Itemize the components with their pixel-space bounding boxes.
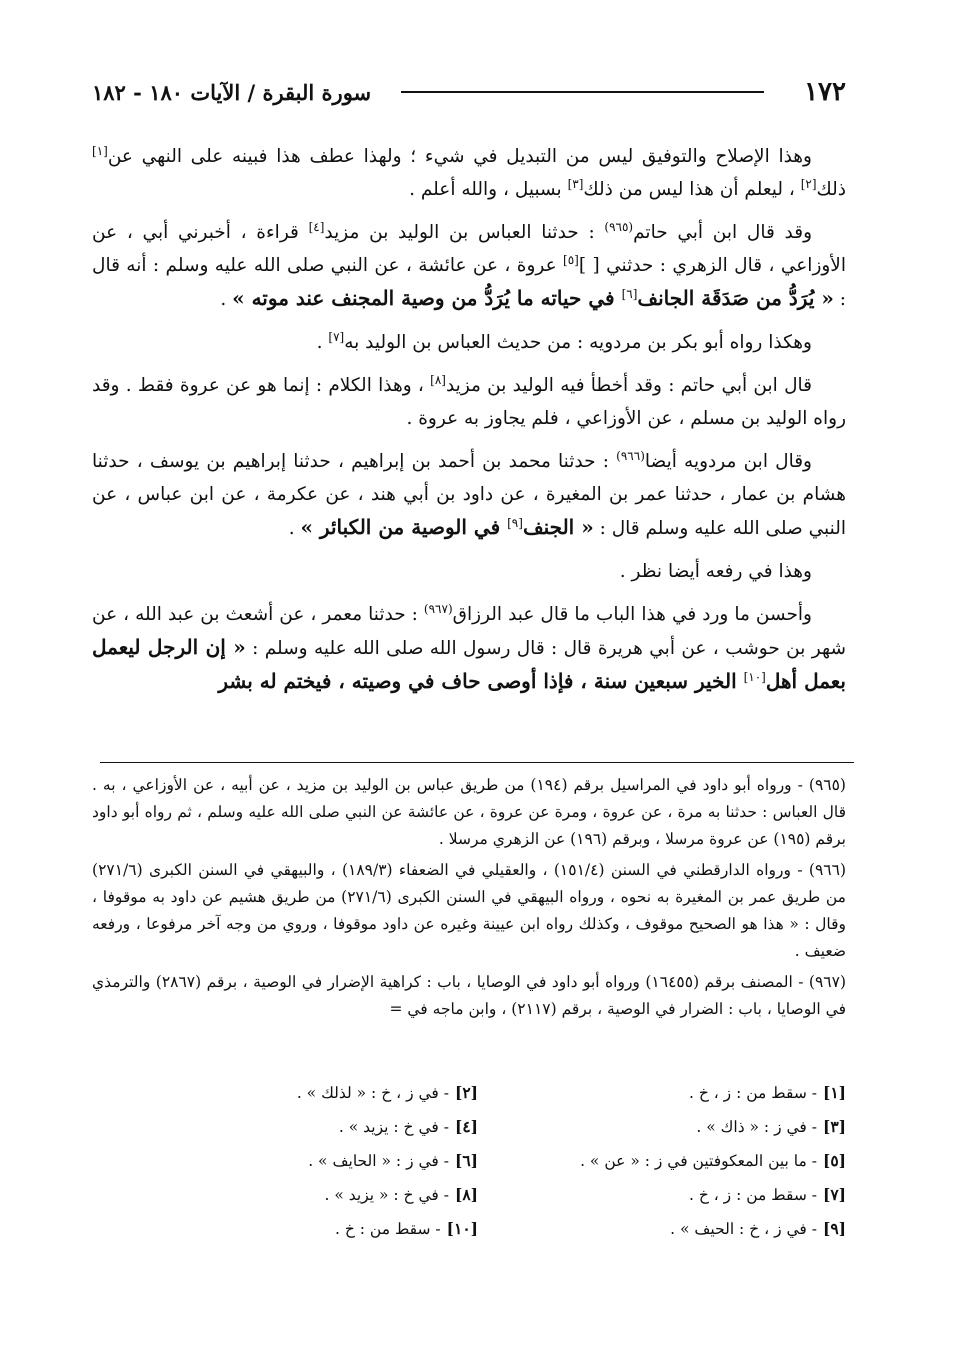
critical-text: - في ز ، خ : « لذلك » . (296, 1084, 449, 1102)
text-run: ، وهذا الكلام : إنما هو عن عروة فقط . وقد رواه الوليد بن مسلم ، عن الأوزاعي ، فلم يجاوز به عروة . (92, 375, 846, 429)
hadith-text: « الجنف (522, 515, 594, 539)
critical-marker: [٥] (822, 1151, 846, 1170)
critical-note (518, 1214, 846, 1244)
paragraph-2 (92, 216, 846, 316)
text-run: قال ابن أبي حاتم : وقد أخطأ فيه الوليد بن مزيد (445, 375, 812, 396)
critical-marker: [١٠] (446, 1219, 478, 1238)
text-run: : حدثنا محمد بن أحمد بن إبراهيم ، حدثنا إبراهيم بن يوسف ، حدثنا هشام بن عمار ، حدثنا عمر بن المغيرة ، عن داود بن أبي هند ، عن عكرمة ، عن ابن عباس ، عن النبي صلى الله عليه وسلم قال : (92, 451, 846, 539)
critical-text: - سقط من : خ . (334, 1220, 441, 1238)
paragraph-6 (92, 555, 846, 588)
text-run: وهذا في رفعه أيضا نظر . (619, 561, 812, 582)
main-text (92, 140, 846, 709)
text-run: : حدثنا العباس بن الوليد بن مزيد (324, 222, 605, 243)
footnote-text: - ورواه الدارقطني في السنن (١٥١/٤) ، والعقيلي في الضعفاء (١٨٩/٣) ، والبيهقي في السنن الكبرى (٢٧١/٦) من طريق عمر بن المغيرة به نحوه ، ورواه البيهقي في السنن الكبرى (٢٧١/٦) من طريق هشيم عن داود به موقوفا ، وقال : « هذا هو الصحيح موقوف ، وكذلك رواه ابن عيينة وغيره عن داود موقوفا ، وروي من وجه آخر مرفوعا ، ورفعه ضعيف . (92, 861, 846, 960)
critical-marker: [١] (822, 1083, 846, 1102)
footnote-separator (100, 762, 854, 763)
hadith-number: (٩٦٥) (604, 219, 634, 234)
critical-note (518, 1112, 846, 1142)
note-marker: [٤] (308, 219, 325, 234)
critical-text: - سقط من : ز ، خ . (688, 1084, 817, 1102)
critical-note (150, 1214, 478, 1244)
critical-marker: [٨] (454, 1185, 478, 1204)
note-marker: [١٠] (743, 669, 766, 684)
critical-note (150, 1180, 478, 1210)
critical-apparatus (150, 1078, 846, 1244)
critical-note (518, 1146, 846, 1176)
critical-text: - ما بين المعكوفتين في ز : « عن » . (580, 1152, 817, 1170)
text-run: ، ليعلم أن هذا ليس من ذلك (583, 179, 801, 200)
text-run: وهكذا رواه أبو بكر بن مردويه : من حديث العباس بن الوليد به (344, 332, 812, 353)
text-run: وأحسن ما ورد في هذا الباب ما قال عبد الرزاق (452, 604, 812, 625)
note-marker: [٨] (430, 372, 446, 387)
footnote-number: (٩٦٥) (808, 776, 846, 794)
text-run: . (288, 518, 301, 539)
text-run: قراءة ، أخبرني أبي ، عن الأوزاعي ، قال الزهري : حدثني [ ] (92, 222, 846, 276)
footnote-number: (٩٦٦) (808, 861, 846, 879)
critical-marker: [٧] (822, 1185, 846, 1204)
note-marker: [٩] (507, 515, 523, 530)
note-marker: [١] (92, 143, 108, 158)
text-run: وقال ابن مردويه أيضا (644, 451, 812, 472)
text-run: . (220, 289, 233, 310)
text-run: : حدثنا معمر ، عن أشعث بن عبد الله ، عن شهر بن حوشب ، عن أبي هريرة قال : قال رسول الله صلى الله عليه وسلم : (92, 604, 846, 659)
text-run: عروة ، عن عائشة ، عن النبي صلى الله عليه وسلم : أنه قال : (92, 255, 846, 310)
critical-text: - في خ : يزيد » . (338, 1118, 449, 1136)
critical-text: - في ز : « الحايف » . (308, 1152, 449, 1170)
hadith-text: « إن الرجل ليعمل بعمل أهل (92, 635, 846, 693)
critical-text: - في خ : « يزيد » . (324, 1186, 449, 1204)
paragraph-4 (92, 369, 846, 435)
critical-marker: [٢] (454, 1083, 478, 1102)
critical-note (150, 1078, 478, 1108)
hadith-number: (٩٦٦) (616, 448, 645, 463)
note-marker: [٦] (621, 286, 638, 301)
critical-text: - في ز ، خ : الحيف » . (670, 1220, 817, 1238)
paragraph-7 (92, 598, 846, 699)
critical-marker: [٦] (454, 1151, 478, 1170)
text-run: ذلك (816, 179, 846, 200)
hadith-text: الخير سبعين سنة ، فإذا أوصى حاف في وصيته ، فيختم له بشر (218, 669, 744, 693)
critical-note (518, 1180, 846, 1210)
paragraph-3 (92, 326, 846, 359)
footnote-number: (٩٦٧) (808, 973, 847, 991)
critical-text: - في ز : « ذاك » . (696, 1118, 817, 1136)
hadith-number: (٩٦٧) (423, 601, 453, 616)
text-run: وهذا الإصلاح والتوفيق ليس من التبديل في شيء ؛ ولهذا عطف هذا فبينه على النهي عن (107, 146, 812, 167)
critical-marker: [٤] (454, 1117, 478, 1136)
page-number: ١٧٢ (804, 77, 846, 107)
note-marker: [٥] (563, 252, 579, 267)
footnote (92, 772, 846, 853)
footnote-text: - ورواه أبو داود في المراسيل برقم (١٩٤) من طريق عباس بن الوليد بن مزيد ، عن أبيه ، عن الأوزاعي ، به . قال العباس : حدثنا به مرة ، عن عروة ، ومرة عن عروة ، عن عائشة عن النبي صلى الله عليه وسلم ، ثم رواه أبو داود برقم (١٩٥) عن عروة مرسلا ، وبرقم (١٩٦) عن الزهري مرسلا . (92, 776, 846, 848)
critical-note (518, 1078, 846, 1108)
footnotes (92, 772, 846, 1027)
critical-marker: [٩] (822, 1219, 846, 1238)
hadith-text: « يُرَدُّ من صَدَقَة الجانف (637, 286, 834, 310)
note-marker: [٣] (567, 176, 584, 191)
paragraph-1 (92, 140, 846, 206)
note-marker: [٢] (800, 176, 817, 191)
header-rule (401, 91, 764, 93)
footnote (92, 969, 846, 1023)
critical-marker: [٣] (822, 1117, 846, 1136)
text-run: بسبيل ، والله أعلم . (409, 179, 568, 200)
paragraph-5 (92, 445, 846, 545)
text-run: . (316, 332, 329, 353)
text-run: وقد قال ابن أبي حاتم (633, 222, 812, 243)
hadith-text: في الوصية من الكبائر » (300, 515, 508, 539)
critical-note (150, 1112, 478, 1142)
critical-note (150, 1146, 478, 1176)
page-header (92, 72, 846, 112)
hadith-text: في حياته ما يُرَدُّ من وصية المجنف عند موته » (232, 286, 622, 310)
critical-text: - سقط من : ز ، خ . (688, 1186, 817, 1204)
running-title: سورة البقرة / الآيات ١٨٠ - ١٨٢ (92, 79, 372, 105)
footnote-text: - المصنف برقم (١٦٤٥٥) ورواه أبو داود في الوصايا ، باب : كراهية الإضرار في الوصية ، برقم (٢٨٦٧) والترمذي في الوصايا ، باب : الضرار في الوصية ، برقم (٢١١٧) ، وابن ماجه في = (92, 973, 846, 1018)
note-marker: [٧] (328, 329, 345, 344)
footnote (92, 857, 846, 965)
